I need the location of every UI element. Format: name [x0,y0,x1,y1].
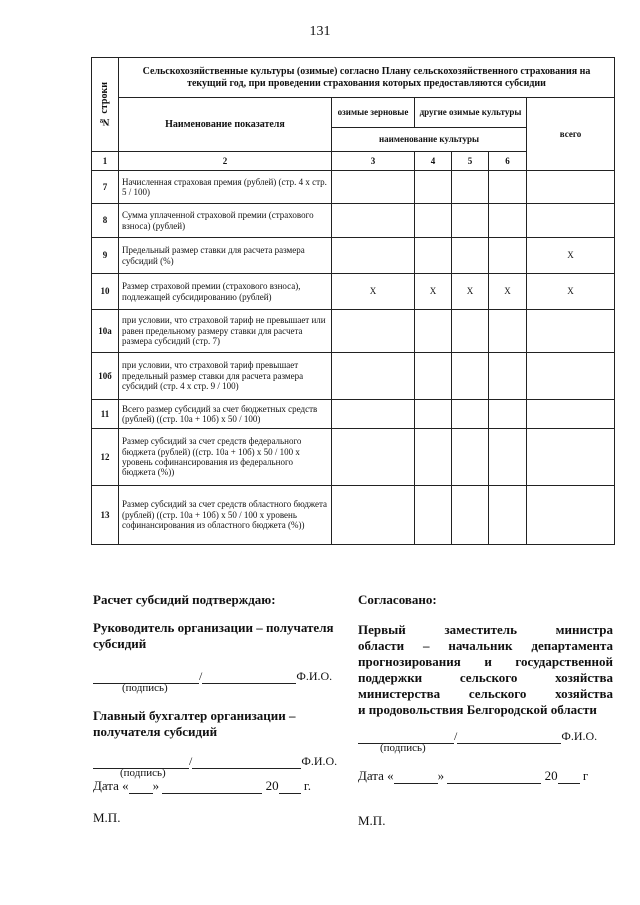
row-cell [489,400,527,429]
row-cell [489,310,527,353]
row-cell: X [415,274,452,310]
row-cell [452,353,489,400]
table-row [92,238,615,274]
slash: / [199,669,203,683]
row-cell [415,171,452,204]
confirm-title: Расчет субсидий подтверждаю: [93,592,276,607]
position-line-5: министерства сельского хозяйства [358,686,613,701]
table-caption: Сельскохозяйственные культуры (озимые) согласно Плану сельскохозяйственного страхования на текущий год, при проведении страхования которых предоставляются субсидии [119,58,615,98]
row-cell [332,353,415,400]
row-cell [527,400,615,429]
row-cell [527,310,615,353]
winter-grain-header: озимые зерновые [332,98,415,128]
row-cell [489,204,527,238]
date-label: Дата [93,778,119,793]
fio-label: Ф.И.О. [561,729,598,743]
row-number: 13 [92,486,119,545]
table-row [92,204,615,238]
position-line-2: области – начальник департамента [358,638,613,653]
row-indicator: Предельный размер ставки для расчета размера субсидий (%) [119,238,332,274]
right-date-line [358,768,613,784]
row-cell [489,486,527,545]
row-number: 11 [92,400,119,429]
row-cell [489,353,527,400]
row-indicator: Сумма уплаченной страховой премии (страхового взноса) (рублей) [119,204,332,238]
row-cell [415,429,452,486]
name-blank [202,671,296,684]
row-cell [415,486,452,545]
row-cell [452,171,489,204]
quote-open: « [387,768,394,783]
row-cell [332,400,415,429]
row-cell [332,310,415,353]
subsidy-table [91,57,615,545]
accountant-title: Главный бухгалтер организации – получателя субсидий [93,708,296,739]
row-cell [527,171,615,204]
signature-caption: (подпись) [380,742,426,754]
column-number-3: 3 [332,152,415,171]
month-blank [447,771,541,784]
row-cell [415,353,452,400]
row-cell [415,238,452,274]
row-cell [527,353,615,400]
row-cell [332,171,415,204]
row-indicator: Размер субсидий за счет средств областного бюджета (рублей) ((стр. 10а + 10б) x 50 / 100 x уровень софинансирования из областного бюджета (%)) [119,486,332,545]
head-title: Руководитель организации – получателя субсидий [93,620,334,651]
quote-open: « [122,778,129,793]
table-row [92,310,615,353]
left-stamp: М.П. [93,810,121,825]
column-number-4: 4 [415,152,452,171]
culture-name-header: наименование культуры [332,128,527,152]
row-cell: X [452,274,489,310]
fio-label: Ф.И.О. [301,754,338,768]
row-cell [452,429,489,486]
row-cell [452,486,489,545]
row-cell: X [527,274,615,310]
row-number: 10 [92,274,119,310]
table-row [92,171,615,204]
row-cell [527,429,615,486]
table-row [92,274,615,310]
column-number-5: 5 [452,152,489,171]
left-date-line [93,778,343,794]
row-cell [489,238,527,274]
row-cell [527,486,615,545]
indicator-name-header: Наименование показателя [119,98,332,152]
row-number: 10а [92,310,119,353]
table-row [92,429,615,486]
row-cell [415,310,452,353]
agreed-title: Согласовано: [358,592,437,607]
year-prefix: 20 [544,768,558,783]
row-cell [452,310,489,353]
name-blank [192,756,301,769]
row-cell: X [527,238,615,274]
row-number: 7 [92,171,119,204]
row-indicator: при условии, что страховой тариф не превышает или равен предельному размеру ставки для расчета размера субсидий (стр. 7) [119,310,332,353]
row-cell: X [332,274,415,310]
row-cell [489,429,527,486]
row-number: 12 [92,429,119,486]
signature-caption: (подпись) [120,767,166,779]
row-cell [332,429,415,486]
row-number: 10б [92,353,119,400]
page-number: 131 [309,24,331,39]
row-cell [415,204,452,238]
column-number-6: 6 [489,152,527,171]
row-cell [489,171,527,204]
row-cell [452,204,489,238]
row-number-header: № строки [92,58,119,152]
position-line-4: поддержки сельского хозяйства [358,670,613,685]
row-cell [527,204,615,238]
quote-close: » [437,768,445,783]
table-row [92,353,615,400]
name-blank [457,731,561,744]
year-prefix: 20 [265,778,279,793]
column-number-1: 1 [92,152,119,171]
date-label: Дата [358,768,384,783]
year-suffix: г. [303,778,312,793]
total-header: всего [527,98,615,171]
fio-label: Ф.И.О. [296,669,333,683]
year-blank [279,781,301,794]
right-stamp: М.П. [358,813,386,828]
row-cell [452,238,489,274]
row-indicator: Всего размер субсидий за счет бюджетных средств (рублей) ((стр. 10а + 10б) x 50 / 100) [119,400,332,429]
table-row [92,400,615,429]
row-indicator: Размер субсидий за счет средств федерального бюджета (рублей) ((стр. 10а + 10б) x 50 / 100 x уровень софинансирования из федерального бюджета (%)) [119,429,332,486]
slash: / [454,729,458,743]
other-winter-crops-header: другие озимые культуры [415,98,527,128]
row-number: 9 [92,238,119,274]
signature-caption: (подпись) [122,682,168,694]
row-cell [332,486,415,545]
column-number-2: 2 [119,152,332,171]
month-blank [162,781,262,794]
day-blank [394,771,438,784]
row-cell [452,400,489,429]
row-indicator: Размер страховой премии (страхового взноса), подлежащей субсидированию (рублей) [119,274,332,310]
row-cell [332,238,415,274]
slash: / [189,754,193,768]
position-line-6: и продовольствия Белгородской области [358,702,597,717]
table-row [92,486,615,545]
row-indicator: при условии, что страховой тариф превышает предельный размер ставки для расчета размера субсидий (стр. 4 x стр. 9 / 100) [119,353,332,400]
row-cell: X [489,274,527,310]
position-line-1: Первый заместитель министра [358,622,613,637]
quote-close: » [152,778,160,793]
position-line-3: прогнозирования и государственной [358,654,613,669]
row-number: 8 [92,204,119,238]
year-suffix: г [582,768,589,783]
day-blank [129,781,153,794]
row-indicator: Начисленная страховая премия (рублей) (стр. 4 x стр. 5 / 100) [119,171,332,204]
row-cell [332,204,415,238]
year-blank [558,771,580,784]
row-cell [415,400,452,429]
